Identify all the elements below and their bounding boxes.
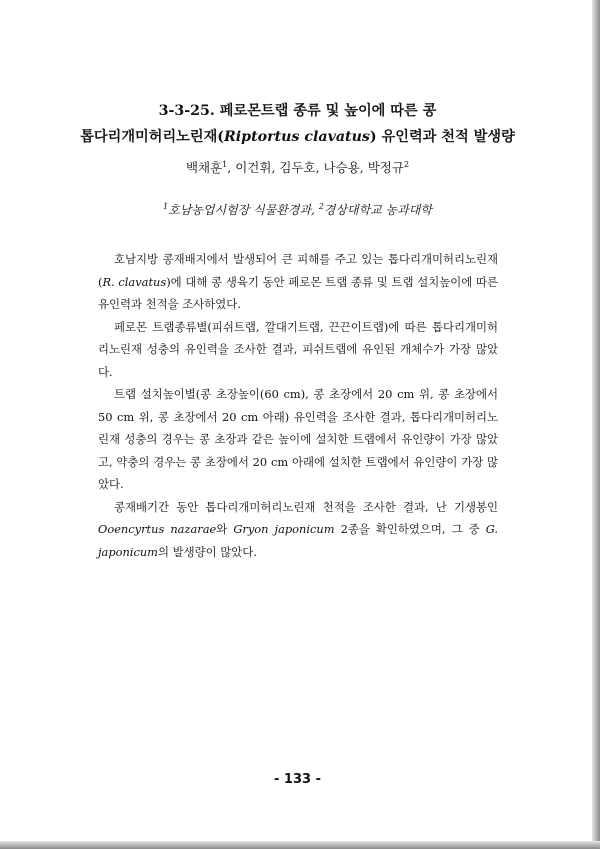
title-species-name: Riptortus clavatus — [223, 129, 370, 145]
affiliation-2: 경상대학교 농과대학 — [323, 203, 432, 217]
affiliation-1: 호남농업시험장 식물환경과, — [168, 203, 319, 217]
author-rest: , 이건휘, 김두호, 나승용, 박정규 — [227, 160, 404, 175]
abstract-p1-text-b: )에 대해 콩 생육기 동안 페로몬 트랩 종류 및 트랩 설치높이에 따른 유인력과 천적을 조사하였다. — [98, 274, 498, 311]
paper-title — [60, 98, 535, 150]
author-first-affil-mark: 1 — [222, 159, 228, 169]
abstract-p1-species: R. clavatus — [102, 274, 167, 289]
page-number: - 133 - — [274, 772, 321, 787]
abstract-paragraph-4 — [98, 496, 498, 564]
title-line-2-prefix: 톱다리개미허리노린재( — [80, 129, 224, 145]
abstract-paragraph-1 — [98, 248, 498, 316]
page-edge-shadow-bottom — [0, 841, 600, 849]
abstract-p4-text-a: 콩재배기간 동안 톱다리개미허리노린재 천적을 조사한 결과, 난 기생봉인 — [114, 499, 498, 514]
abstract-p1-text-a: 호남지방 콩재배지에서 발생되어 큰 피해를 주고 있는 톱다리개미허리노린재 ( — [98, 252, 498, 289]
title-line-1: 3-3-25. 페로몬트랩 종류 및 높이에 따른 콩 — [158, 103, 437, 119]
abstract-p4-species-1: Ooencyrtus nazarae — [98, 522, 217, 536]
abstract-p4-text-b: 와 — [216, 522, 234, 536]
affiliation-mark-2: 2 — [318, 202, 324, 211]
author-first: 백채훈 — [185, 160, 223, 175]
abstract-body — [98, 248, 498, 563]
title-line-2-suffix: ) 유인력과 천적 발생량 — [369, 129, 515, 145]
abstract-paragraph-2: 페로몬 트랩종류별(피쉬트랩, 깔대기트랩, 끈끈이트랩)에 따른 톱다리개미허리노린재 성충의 유인력을 조사한 결과, 피쉬트랩에 유인된 개체수가 가장 많았다. — [98, 319, 498, 379]
abstract-p4-species-3: G. japonicum — [98, 522, 499, 559]
author-last-affil-mark: 2 — [403, 159, 410, 169]
abstract-p4-text-d: 의 발생량이 많았다. — [157, 544, 257, 559]
abstract-p4-text-c: 2종을 확인하였으며, 그 중 — [334, 522, 486, 536]
affiliation-line — [60, 201, 535, 218]
abstract-p4-species-2: Gryon japonicum — [233, 522, 335, 536]
author-list — [60, 158, 535, 176]
abstract-paragraph-3: 트랩 설치높이별(콩 초장높이(60 cm), 콩 초장에서 20 cm 위, 콩 초장에서 50 cm 위, 콩 초장에서 20 cm 아래) 유인력을 조사한 결과, 톱다리개미허리노린재 성충의 경우는 콩 초장과 같은 높이에 설치한 트랩에서 유인량이 가장 많았고, 약충의 경우는 콩 초장에서 20 cm 아래에 설치한 트랩에서 유인량이 가장 많았다. — [98, 387, 498, 491]
affiliation-mark-1: 1 — [163, 202, 169, 211]
page-edge-shadow-right — [592, 0, 600, 849]
